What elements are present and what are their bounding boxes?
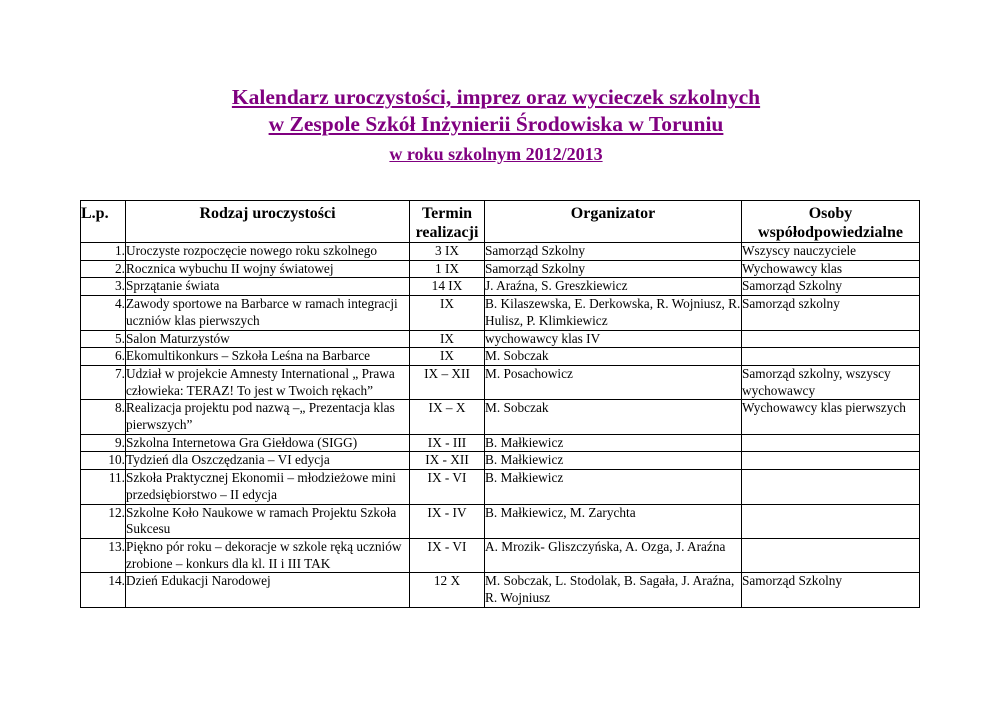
cell-lp: 6. xyxy=(81,348,126,366)
cell-rodzaj: Sprzątanie świata xyxy=(126,278,410,296)
cell-organizator: A. Mrozik- Gliszczyńska, A. Ozga, J. Araźna xyxy=(485,538,742,572)
school-year: w roku szkolnym 2012/2013 xyxy=(389,144,603,164)
cell-osoby: Wychowawcy klas xyxy=(742,260,920,278)
table-row xyxy=(81,365,920,399)
cell-termin: IX xyxy=(410,348,485,366)
cell-organizator: B. Małkiewicz, M. Zarychta xyxy=(485,504,742,538)
cell-osoby xyxy=(742,330,920,348)
cell-lp: 10. xyxy=(81,452,126,470)
cell-lp: 14. xyxy=(81,573,126,607)
cell-termin: IX - XII xyxy=(410,452,485,470)
cell-rodzaj: Dzień Edukacji Narodowej xyxy=(126,573,410,607)
cell-osoby: Samorząd Szkolny xyxy=(742,573,920,607)
cell-osoby: Samorząd szkolny xyxy=(742,296,920,330)
cell-termin: 14 IX xyxy=(410,278,485,296)
cell-osoby xyxy=(742,348,920,366)
cell-lp: 3. xyxy=(81,278,126,296)
header-termin-line2: realizacji xyxy=(415,224,479,241)
cell-organizator: B. Małkiewicz xyxy=(485,452,742,470)
cell-lp: 8. xyxy=(81,400,126,434)
table-header-row xyxy=(81,201,920,243)
table-row xyxy=(81,400,920,434)
cell-termin: IX - VI xyxy=(410,538,485,572)
document-title: Kalendarz uroczystości, imprez oraz wycieczek szkolnych xyxy=(231,85,761,109)
table-row xyxy=(81,504,920,538)
cell-osoby xyxy=(742,434,920,452)
cell-osoby xyxy=(742,504,920,538)
cell-rodzaj: Szkolne Koło Naukowe w ramach Projektu Szkoła Sukcesu xyxy=(126,504,410,538)
table-row xyxy=(81,278,920,296)
cell-rodzaj: Realizacja projektu pod nazwą –„ Prezentacja klas pierwszych” xyxy=(126,400,410,434)
cell-rodzaj: Ekomultikonkurs – Szkoła Leśna na Barbarce xyxy=(126,348,410,366)
cell-termin: 12 X xyxy=(410,573,485,607)
header-termin xyxy=(410,201,485,243)
cell-rodzaj: Tydzień dla Oszczędzania – VI edycja xyxy=(126,452,410,470)
cell-osoby xyxy=(742,470,920,504)
cell-rodzaj: Szkoła Praktycznej Ekonomii – młodzieżowe mini przedsiębiorstwo – II edycja xyxy=(126,470,410,504)
cell-organizator: J. Araźna, S. Greszkiewicz xyxy=(485,278,742,296)
header-osoby-line1: Osoby xyxy=(808,205,853,222)
header-lp: L.p. xyxy=(81,201,126,243)
cell-osoby: Samorząd szkolny, wszyscy wychowawcy xyxy=(742,365,920,399)
table-row xyxy=(81,538,920,572)
table-row xyxy=(81,296,920,330)
header-osoby xyxy=(742,201,920,243)
cell-termin: IX - III xyxy=(410,434,485,452)
cell-osoby xyxy=(742,452,920,470)
document-title-block xyxy=(0,84,992,166)
document-subtitle: w Zespole Szkół Inżynierii Środowiska w Toruniu xyxy=(268,112,724,136)
cell-rodzaj: Salon Maturzystów xyxy=(126,330,410,348)
table-row xyxy=(81,348,920,366)
table-row xyxy=(81,470,920,504)
cell-termin: IX – X xyxy=(410,400,485,434)
cell-termin: 3 IX xyxy=(410,243,485,261)
cell-rodzaj: Piękno pór roku – dekoracje w szkole ręką uczniów zrobione – konkurs dla kl. II i III TAK xyxy=(126,538,410,572)
cell-rodzaj: Zawody sportowe na Barbarce w ramach integracji uczniów klas pierwszych xyxy=(126,296,410,330)
header-rodzaj: Rodzaj uroczystości xyxy=(126,201,410,243)
cell-osoby xyxy=(742,538,920,572)
cell-termin: IX - IV xyxy=(410,504,485,538)
cell-rodzaj: Szkolna Internetowa Gra Giełdowa (SIGG) xyxy=(126,434,410,452)
cell-lp: 4. xyxy=(81,296,126,330)
cell-rodzaj: Uroczyste rozpoczęcie nowego roku szkolnego xyxy=(126,243,410,261)
table-row xyxy=(81,434,920,452)
cell-lp: 13. xyxy=(81,538,126,572)
cell-lp: 12. xyxy=(81,504,126,538)
cell-organizator: Samorząd Szkolny xyxy=(485,260,742,278)
cell-lp: 1. xyxy=(81,243,126,261)
cell-osoby: Samorząd Szkolny xyxy=(742,278,920,296)
cell-organizator: B. Kilaszewska, E. Derkowska, R. Wojniusz, R. Hulisz, P. Klimkiewicz xyxy=(485,296,742,330)
cell-organizator: B. Małkiewicz xyxy=(485,470,742,504)
events-table xyxy=(80,200,920,608)
table-row xyxy=(81,260,920,278)
cell-lp: 9. xyxy=(81,434,126,452)
cell-lp: 7. xyxy=(81,365,126,399)
cell-organizator: M. Sobczak, L. Stodolak, B. Sagała, J. Araźna, R. Wojniusz xyxy=(485,573,742,607)
header-organizator: Organizator xyxy=(485,201,742,243)
table-row xyxy=(81,243,920,261)
cell-rodzaj: Udział w projekcie Amnesty International „ Prawa człowieka: TERAZ! To jest w Twoich rękach” xyxy=(126,365,410,399)
cell-organizator: M. Posachowicz xyxy=(485,365,742,399)
cell-organizator: Samorząd Szkolny xyxy=(485,243,742,261)
table-row xyxy=(81,330,920,348)
cell-organizator: M. Sobczak xyxy=(485,348,742,366)
cell-termin: IX xyxy=(410,296,485,330)
cell-termin: 1 IX xyxy=(410,260,485,278)
cell-osoby: Wszyscy nauczyciele xyxy=(742,243,920,261)
cell-termin: IX - VI xyxy=(410,470,485,504)
cell-rodzaj: Rocznica wybuchu II wojny światowej xyxy=(126,260,410,278)
cell-lp: 2. xyxy=(81,260,126,278)
cell-lp: 11. xyxy=(81,470,126,504)
cell-organizator: M. Sobczak xyxy=(485,400,742,434)
cell-osoby: Wychowawcy klas pierwszych xyxy=(742,400,920,434)
table-row xyxy=(81,573,920,607)
cell-organizator: wychowawcy klas IV xyxy=(485,330,742,348)
header-osoby-line2: współodpowiedzialne xyxy=(758,224,903,241)
cell-termin: IX xyxy=(410,330,485,348)
cell-lp: 5. xyxy=(81,330,126,348)
header-termin-line1: Termin xyxy=(421,205,473,222)
cell-organizator: B. Małkiewicz xyxy=(485,434,742,452)
table-row xyxy=(81,452,920,470)
cell-termin: IX – XII xyxy=(410,365,485,399)
